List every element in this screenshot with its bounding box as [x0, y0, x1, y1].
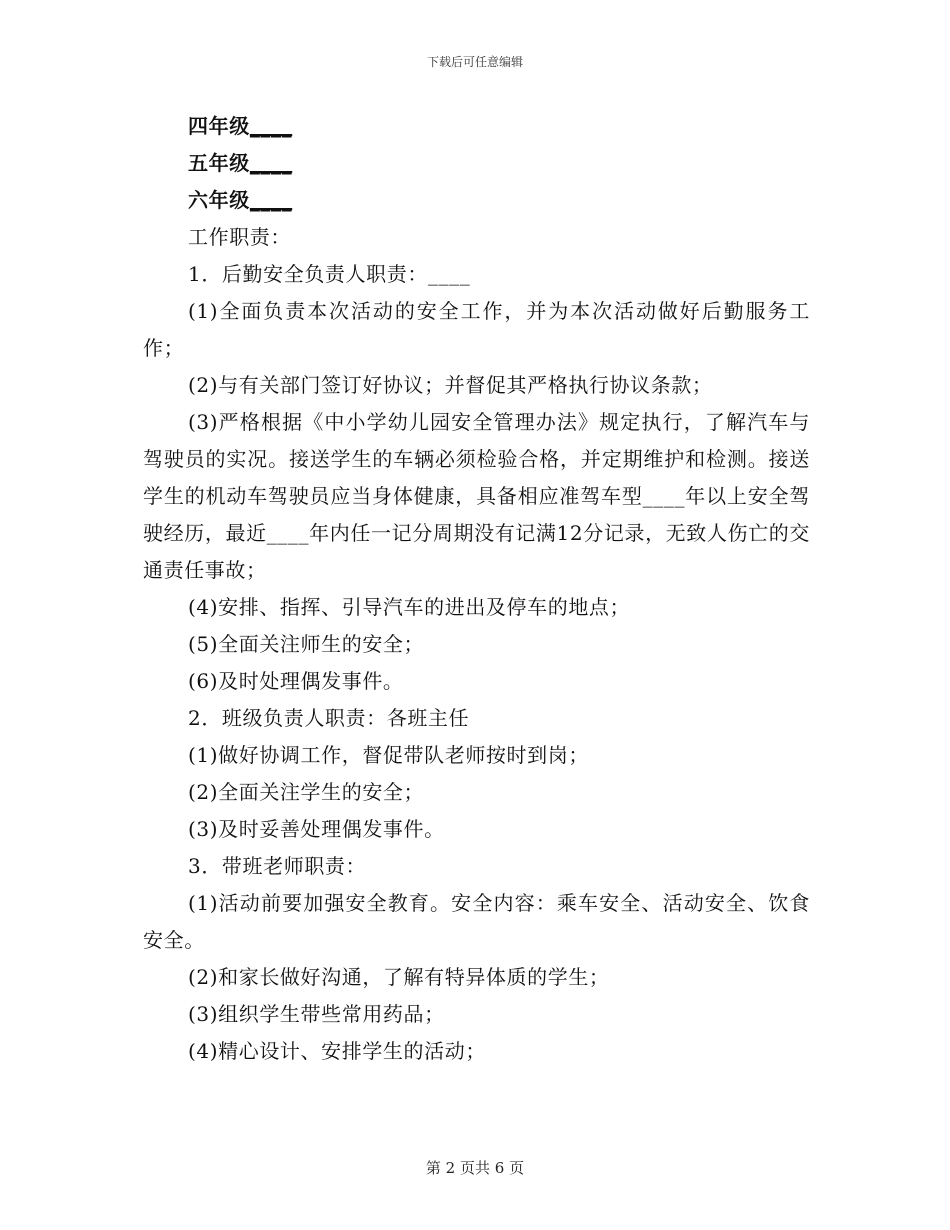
grade-label: 六年级 — [188, 188, 250, 212]
grade-blank: ____ — [249, 188, 293, 212]
item-logistics-1: (1)全面负责本次活动的安全工作，并为本次活动做好后勤服务工作； — [143, 299, 810, 360]
item-class-3: (3)及时妥善处理偶发事件。 — [188, 817, 445, 841]
item-logistics-head: 1．后勤安全负责人职责：____ — [188, 262, 471, 286]
item-logistics-5: (5)全面关注师生的安全； — [188, 632, 425, 656]
item-teacher-head: 3．带班老师职责： — [188, 854, 367, 878]
grade-blank: ____ — [249, 114, 293, 138]
section-title-duties: 工作职责： — [188, 225, 291, 249]
grade-blank: ____ — [249, 151, 293, 175]
item-logistics-4: (4)安排、指挥、引导汽车的进出及停车的地点； — [188, 595, 631, 619]
item-logistics-3: (3)严格根据《中小学幼儿园安全管理办法》规定执行，了解汽车与驾驶员的实况。接送学生的车辆必须检验合格，并定期维护和检测。接送学生的机动车驾驶员应当身体健康，具备相应准驾车型____年以上安全驾驶经历，最近____年内任一记分周期没有记满12分记录，无致人伤亡的交通责任事故； — [143, 410, 810, 582]
grade-line-5 — [143, 145, 810, 182]
grade-line-6 — [143, 182, 810, 219]
item-teacher-1: (1)活动前要加强安全教育。安全内容：乘车安全、活动安全、饮食安全。 — [143, 891, 810, 952]
grade-label: 五年级 — [188, 151, 250, 175]
page-footer: 第 2 页共 6 页 — [425, 1159, 525, 1177]
item-teacher-4: (4)精心设计、安排学生的活动； — [188, 1039, 486, 1063]
item-class-1: (1)做好协调工作，督促带队老师按时到岗； — [188, 743, 589, 767]
item-teacher-3: (3)组织学生带些常用药品； — [188, 1002, 445, 1026]
page-header: 下载后可任意编辑 — [426, 55, 523, 69]
item-class-2: (2)全面关注学生的安全； — [188, 780, 425, 804]
item-logistics-2: (2)与有关部门签订好协议；并督促其严格执行协议条款； — [188, 373, 713, 397]
item-teacher-2: (2)和家长做好沟通，了解有特异体质的学生； — [188, 965, 610, 989]
document-body — [143, 108, 810, 1070]
grade-label: 四年级 — [188, 114, 250, 138]
grade-line-4 — [143, 108, 810, 145]
item-class-head: 2．班级负责人职责：各班主任 — [188, 706, 470, 730]
item-logistics-6: (6)及时处理偶发事件。 — [188, 669, 404, 693]
